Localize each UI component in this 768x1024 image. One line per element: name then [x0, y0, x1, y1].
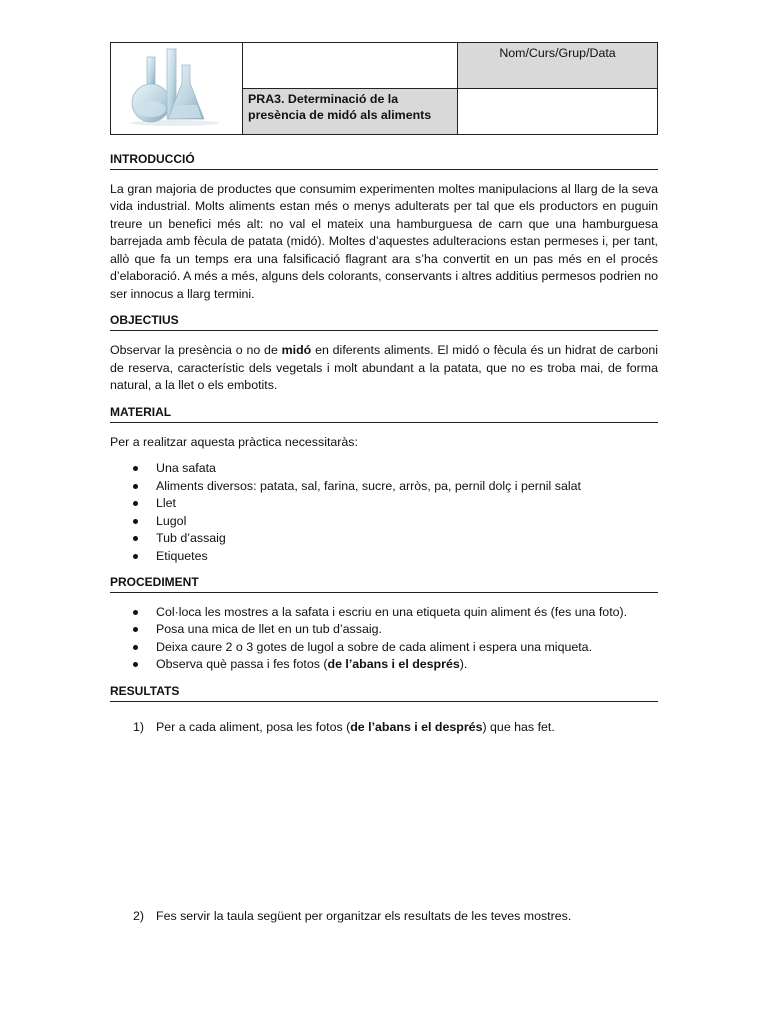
lab-glassware-icon: [111, 43, 240, 128]
material-list: [110, 460, 658, 566]
list-item: Lugol: [110, 513, 658, 531]
procedure-heading: PROCEDIMENT: [110, 575, 658, 593]
item-number: 1): [133, 719, 145, 734]
results-section: [110, 684, 658, 926]
name-course-group-date-field[interactable]: [458, 88, 658, 134]
name-course-group-date-label: Nom/Curs/Grup/Data: [458, 43, 658, 89]
results-heading: RESULTATS: [110, 684, 658, 702]
header-table: [110, 42, 658, 135]
results-item-1: 1) Per a cada aliment, posa les fotos (de l’abans i el després) que has fet.: [110, 719, 658, 737]
practice-title: PRA3. Determinació de la presència de midó als aliments: [243, 88, 458, 134]
list-item: Una safata: [110, 460, 658, 478]
intro-section: [110, 152, 658, 304]
list-item: Aliments diversos: patata, sal, farina, sucre, arròs, pa, pernil dolç i pernil salat: [110, 478, 658, 496]
procedure-list: [110, 604, 658, 674]
material-section: [110, 405, 658, 566]
results-item-2: 2) Fes servir la taula següent per organitzar els resultats de les teves mostres.: [110, 908, 658, 926]
list-item: Tub d’assaig: [110, 530, 658, 548]
item-number: 2): [133, 909, 145, 924]
document-page: [110, 42, 658, 926]
intro-text: La gran majoria de productes que consumim experimenten moltes manipulacions al llarg de la seva vida industrial. Molts aliments estan més o menys adulterats per tal que els productors en puguin treure un benefici més alt: no val el mateix una hamburguesa de carn que una hamburguesa barrejada amb fècula de patata (midó). Moltes d’aquestes adulteracions estan permeses i, per tant, allò que fa un temps era una falsificació flagrant ara s’ha convertit en un pas més en el procés d’elaboració. A més a més, alguns dels colorants, conservants i altres additius permesos podrien no ser innocus a llarg termini.: [110, 181, 658, 301]
logo-cell: [111, 43, 243, 135]
objectives-heading: OBJECTIUS: [110, 313, 658, 331]
header-blank-cell: [243, 43, 458, 89]
material-heading: MATERIAL: [110, 405, 658, 423]
procedure-section: [110, 575, 658, 674]
photo-area[interactable]: [110, 736, 658, 908]
material-intro: Per a realitzar aquesta pràctica necessitaràs:: [110, 434, 358, 449]
objectives-section: [110, 313, 658, 395]
list-item: Llet: [110, 495, 658, 513]
list-item: Col·loca les mostres a la safata i escriu en una etiqueta quin aliment és (fes una foto).: [110, 604, 658, 622]
objectives-text: Observar la presència o no de midó en diferents aliments. El midó o fècula és un hidrat de carboni de reserva, característic dels vegetals i molt abundant a la patata, que no es troba mai, de forma natural, a la llet o els embotits.: [110, 343, 659, 392]
list-item: Deixa caure 2 o 3 gotes de lugol a sobre de cada aliment i espera una miqueta.: [110, 639, 658, 657]
list-item: Posa una mica de llet en un tub d’assaig.: [110, 621, 658, 639]
intro-heading: INTRODUCCIÓ: [110, 152, 658, 170]
list-item: Etiquetes: [110, 548, 658, 566]
list-item: Observa què passa i fes fotos (de l’abans i el després).: [110, 656, 658, 674]
